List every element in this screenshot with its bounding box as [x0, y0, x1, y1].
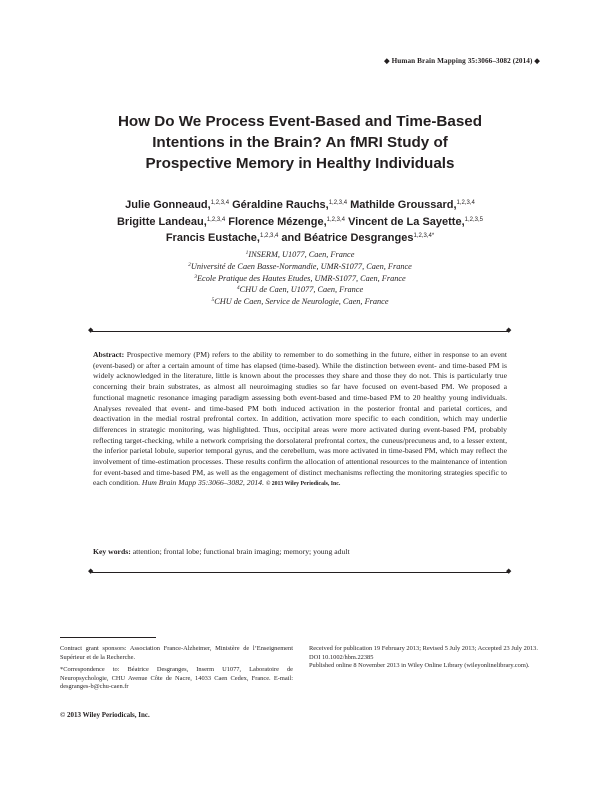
affiliation-number: 2: [188, 261, 191, 268]
section-divider: [92, 572, 508, 573]
author-affiliation-marks: 1,2,3,4: [328, 200, 348, 206]
author-affiliation-marks: 1,2,3,4: [259, 233, 279, 239]
affiliation: [60, 273, 540, 285]
affiliation-text: INSERM, U1077, Caen, France: [248, 250, 355, 259]
keywords: [93, 547, 507, 558]
author-name: and Béatrice Desgranges: [281, 232, 414, 244]
author-name: Julie Gonneaud,: [125, 199, 211, 211]
keywords-label: Key words:: [93, 547, 131, 556]
copyright-notice: © 2013 Wiley Periodicals, Inc.: [60, 711, 150, 719]
author-line: [60, 214, 540, 231]
abstract: [93, 350, 507, 490]
author-affiliation-marks: 1,2,3,5: [464, 216, 484, 223]
author-line: [60, 230, 540, 247]
title-line: How Do We Process Event-Based and Time-Based: [117, 113, 483, 130]
abstract-body: Prospective memory (PM) refers to the ability to remember to do something in the future, either in response to an event (event-based) or after a certain amount of time has elapsed (time-based). While the distinction between event- and time-based PM is widely acknowledged in the literature, little is known about the processes they share and those they do not. This is particularly true concerning their brain substrates, as almost all neuroimaging studies so far have focused on event-based PM. We proposed a functional magnetic resonance imaging paradigm assessing both event-based and time-based PM to 20 healthy young individuals. Analyses revealed that event- and time-based PM both induced activation in the posterior frontal and parietal cortices, and deactivation in the medial rostral prefrontal cortex. In addition, activation more specific to each condition, which may underlie differences in strategic monitoring, was highlighted. Thus, occipital areas were more activated during event-based PM, probably reflecting target-checking, while a network comprising the dorsolateral prefrontal cortex, the cuneus/precuneus and, to a lesser extent, the inferior parietal lobule, superior temporal gyrus, and the cerebellum, was more activated in time-based PM, which may reflect the involvement of time-estimation processes. These results confirm the allocation of attentional resources to the maintenance of intention for event-based and time-based PM, as well as the engagement of distinct mechanisms reflecting the monitoring strategies specific to each condition.: [93, 350, 508, 488]
abstract-citation: Hum Brain Mapp 35:3066–3082, 2014.: [141, 478, 265, 488]
author-line: [60, 197, 540, 214]
title-line: Intentions in the Brain? An fMRI Study of: [152, 134, 448, 151]
affiliation-text: Université de Caen Basse-Normandie, UMR-S1077, Caen, France: [190, 261, 412, 271]
abstract-copyright: © 2013 Wiley Periodicals, Inc.: [265, 481, 341, 488]
separator-diamond-icon: ◆: [88, 326, 94, 334]
separator-diamond-icon: ◆: [506, 326, 512, 334]
abstract-label: Abstract:: [93, 350, 125, 359]
section-divider: [92, 331, 508, 332]
affiliation-text: CHU de Caen, U1077, Caen, France: [239, 285, 364, 295]
published-online: Published online 8 November 2013 in Wiley Online Library (wileyonlinelibrary.com).: [309, 662, 530, 670]
affiliation-number: 1: [245, 250, 249, 256]
publication-dates: Received for publication 19 February 2013; Revised 5 July 2013; Accepted 23 July 2013.: [309, 645, 538, 652]
author-affiliation-marks: 1,2,3,4: [326, 216, 346, 223]
author-list: [60, 197, 540, 247]
correspondence-footnote: *Correspondence to: Béatrice Desgranges, Inserm U1077, Laboratoire de Neuropsychologie, CHU Avenue Côte de Nacre, 14033 Caen Cedex, France. E-mail: desgranges-b@chu-caen.fr: [60, 666, 293, 691]
author-affiliation-marks: 1,2,3,4: [210, 200, 230, 206]
author-affiliation-marks: 1,2,3,4: [456, 200, 475, 206]
separator-diamond-icon: ◆: [88, 567, 94, 575]
affiliation: [60, 284, 540, 296]
author-name: Florence Mézenge,: [228, 215, 327, 228]
author-name: Vincent de La Sayette,: [348, 215, 465, 228]
footnotes-right: [309, 645, 540, 671]
affiliation-number: 4: [236, 285, 240, 292]
keywords-text: attention; frontal lobe; functional brain imaging; memory; young adult: [132, 547, 350, 556]
footnotes-left: [60, 645, 293, 692]
author-name: Mathilde Groussard,: [350, 199, 457, 211]
affiliation-number: 5: [211, 297, 215, 304]
affiliation: [60, 296, 540, 308]
title-line: Prospective Memory in Healthy Individuals: [145, 155, 455, 172]
author-name: Francis Eustache,: [165, 232, 260, 244]
footnote-rule: [60, 637, 156, 638]
article-title: [60, 111, 540, 174]
affiliation-text: CHU de Caen, Service de Neurologie, Caen, France: [214, 297, 389, 307]
author-name: Brigitte Landeau,: [116, 215, 207, 228]
affiliation-number: 3: [194, 273, 197, 280]
journal-header: ◆ Human Brain Mapping 35:3066–3082 (2014) ◆: [384, 57, 540, 65]
affiliation: [60, 261, 540, 273]
affiliation-text: Ecole Pratique des Hautes Etudes, UMR-S1077, Caen, France: [196, 273, 406, 283]
doi: DOI 10.1002/hbm.22385: [309, 653, 374, 661]
separator-diamond-icon: ◆: [506, 567, 512, 575]
author-affiliation-marks: 1,2,3,4*: [413, 233, 435, 239]
author-affiliation-marks: 1,2,3,4: [206, 216, 226, 223]
grant-footnote: Contract grant sponsors: Association France-Alzheimer, Ministère de l’Enseignement Supérieur et de la Recherche.: [60, 645, 293, 661]
affiliation: [60, 249, 540, 261]
author-name: Géraldine Rauchs,: [232, 199, 329, 211]
affiliation-list: [60, 249, 540, 308]
